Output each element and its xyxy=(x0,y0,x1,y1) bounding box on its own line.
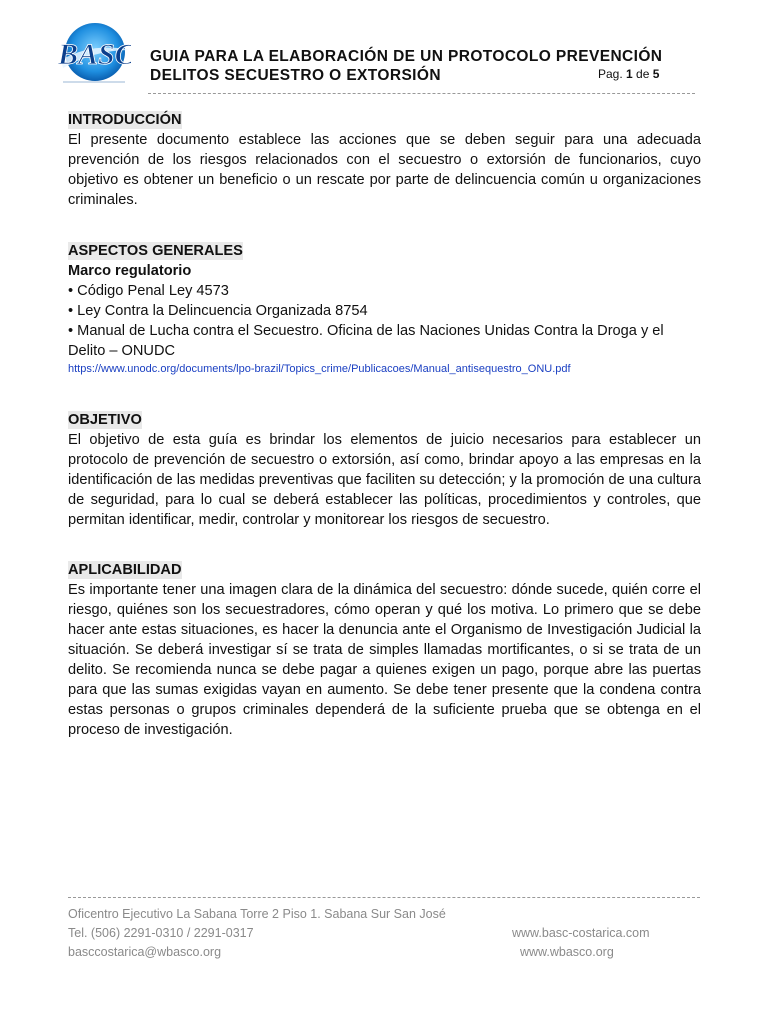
footer-address: Oficentro Ejecutivo La Sabana Torre 2 Piso 1. Sabana Sur San José xyxy=(68,907,446,921)
section-paragraph: El presente documento establece las acciones que se deben seguir para una adecuada prevención de los riesgos relacionados con el secuestro o extorsión de funcionarios, cuyo objetivo es obtener un beneficio o un rescate por parte de delincuencia común u organizaciones criminales. xyxy=(68,132,701,208)
page-total: 5 xyxy=(652,67,660,81)
page-of: de xyxy=(632,67,653,81)
page-prefix: Pag. xyxy=(598,67,627,81)
section-aplicabilidad xyxy=(68,560,701,740)
title-line-2: DELITOS SECUESTRO O EXTORSIÓN xyxy=(150,67,441,84)
page-indicator xyxy=(598,67,659,81)
section-heading: OBJETIVO xyxy=(68,412,142,428)
footer-phone: Tel. (506) 2291-0310 / 2291-0317 xyxy=(68,926,254,940)
section-paragraph: El objetivo de esta guía es brindar los elementos de juicio necesarios para establecer un protocolo de prevención de secuestro o extorsión, así como, brindar apoyo a las empresas en la identificación de las medidas preventivas que faciliten su detección; y la promoción de una cultura de seguridad, para lo cual se deberá establecer las políticas, procedimientos y controles, que permitan identificar, medir, controlar y monitorear los riesgos de secuestro. xyxy=(68,432,701,528)
title-line-1: GUIA PARA LA ELABORACIÓN DE UN PROTOCOLO PREVENCIÓN xyxy=(150,48,663,65)
reference-link[interactable]: https://www.unodc.org/documents/lpo-brazil/Topics_crime/Publicacoes/Manual_antisequestro_ONU.pdf xyxy=(68,363,571,375)
footer-contact xyxy=(68,905,446,962)
list-item: • Código Penal Ley 4573 xyxy=(68,283,229,299)
document-title xyxy=(150,47,662,85)
svg-text:BASC: BASC xyxy=(58,38,131,71)
footer-website-1[interactable]: www.basc-costarica.com xyxy=(512,926,650,940)
basc-logo xyxy=(55,20,131,88)
section-objetivo xyxy=(68,410,701,530)
footer-divider xyxy=(68,897,700,898)
subheading-marco-regulatorio: Marco regulatorio xyxy=(68,263,192,279)
section-heading: INTRODUCCIÓN xyxy=(68,112,182,128)
footer-website-2[interactable]: www.wbasco.org xyxy=(520,945,614,959)
list-item: • Ley Contra la Delincuencia Organizada 8754 xyxy=(68,303,368,319)
section-heading: ASPECTOS GENERALES xyxy=(68,243,243,259)
section-aspectos-generales xyxy=(68,241,701,377)
footer-email[interactable]: basccostarica@wbasco.org xyxy=(68,945,222,959)
section-paragraph: Es importante tener una imagen clara de la dinámica del secuestro: dónde sucede, quién corre el riesgo, quiénes son los secuestradores, cómo operan y qué los motiva. Lo primero que se debe hacer ante estas situaciones, es hacer la denuncia ante el Organismo de Investigación Judicial la situación. Se deberá investigar sí se trata de simples llamadas mortificantes, o si se trata de un delito. Se recomienda nunca se debe pagar a quienes exigen un pago, porque abre las puertas para que las sumas exigidas vayan en aumento. Se debe tener presente que la condena contra estas personas o grupos criminales dependerá de la suficiente prueba que se obtenga en el proceso de investigación. xyxy=(68,582,701,738)
section-heading: APLICABILIDAD xyxy=(68,562,182,578)
section-introduccion xyxy=(68,110,701,210)
footer-websites xyxy=(512,924,650,962)
page-number: 1 xyxy=(626,67,633,81)
list-item: • Manual de Lucha contra el Secuestro. Oficina de las Naciones Unidas Contra la Droga y el Delito – ONUDC xyxy=(68,323,664,359)
header-divider xyxy=(148,93,695,94)
